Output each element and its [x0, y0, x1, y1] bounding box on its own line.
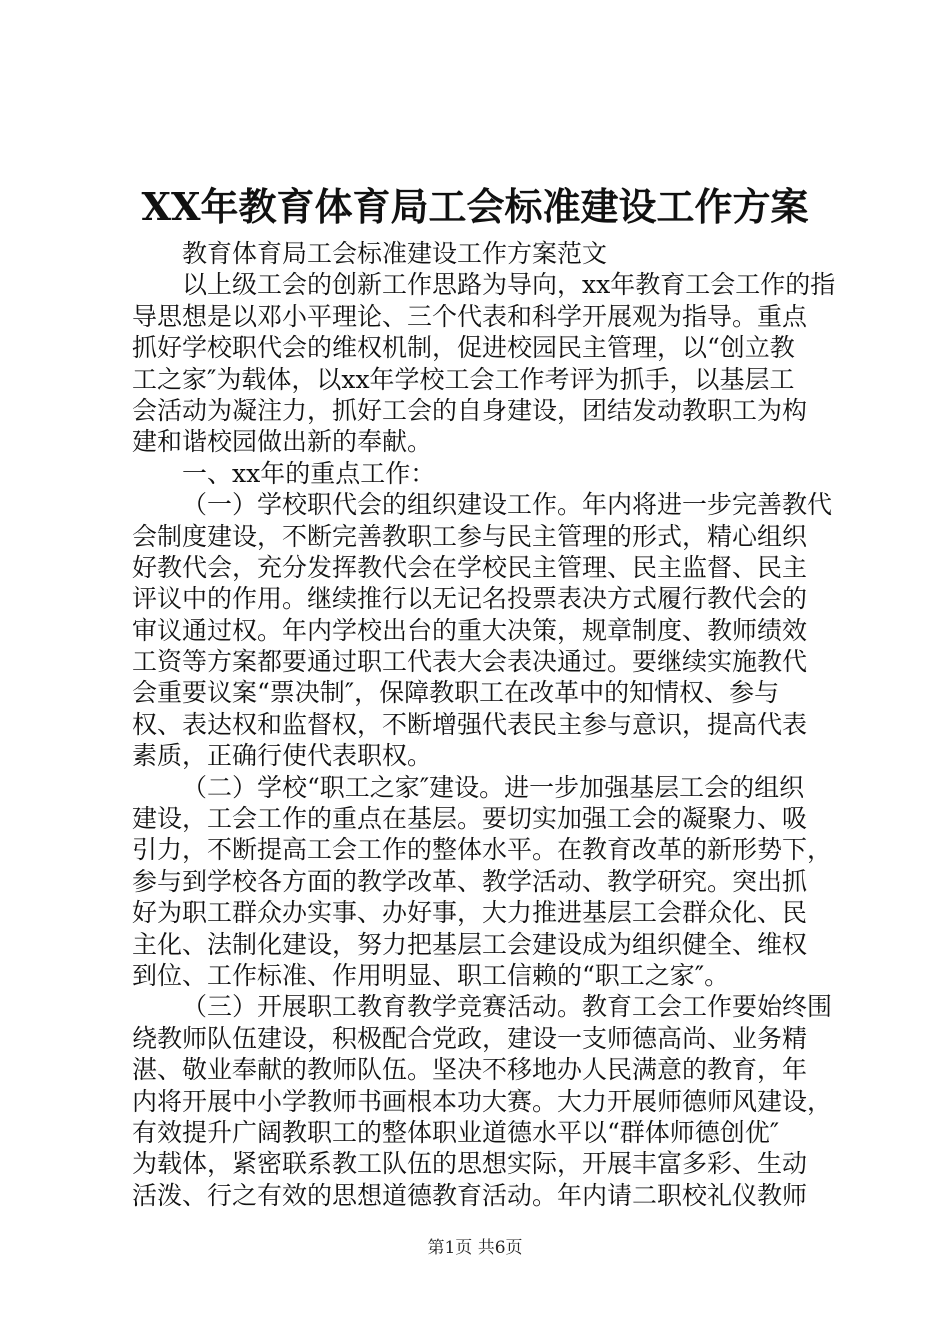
document-body	[132, 238, 836, 1211]
paragraph-line: 到位、工作标准、作用明显、职工信赖的“职工之家″。	[132, 960, 730, 990]
paragraph-line: 湛、敬业奉献的教师队伍。坚决不移地办人民满意的教育，年	[132, 1055, 808, 1085]
paragraph-line: 会活动为凝注力，抓好工会的自身建设，团结发动教职工为构	[132, 395, 808, 425]
paragraph-line: 建设，工会工作的重点在基层。要切实加强工会的凝聚力、吸	[132, 804, 808, 834]
paragraph-line: （二）学校“职工之家″建设。进一步加强基层工会的组织	[182, 772, 805, 802]
paragraph-line: 主化、法制化建设，努力把基层工会建设成为组织健全、维权	[132, 929, 808, 959]
paragraph-line: 好教代会，充分发挥教代会在学校民主管理、民主监督、民主	[132, 552, 808, 582]
paragraph-line: 活泼、行之有效的思想道德教育活动。年内请二职校礼仪教师	[132, 1180, 808, 1210]
document-title: XX年教育体育局工会标准建设工作方案	[141, 184, 809, 229]
paragraph-line: 以上级工会的创新工作思路为导向，xx年教育工会工作的指	[182, 270, 836, 300]
section-heading: 一、xx年的重点工作：	[182, 458, 436, 488]
paragraph-line: 工之家″为载体，以xx年学校工会工作考评为抓手，以基层工	[132, 364, 795, 394]
paragraph-line: 抓好学校职代会的维权机制，促进校园民主管理，以“创立教	[132, 333, 795, 363]
paragraph-line: 内将开展中小学教师书画根本功大赛。大力开展师德师风建设，	[132, 1086, 833, 1116]
paragraph-line: 评议中的作用。继续推行以无记名投票表决方式履行教代会的	[132, 584, 808, 614]
paragraph-line: 会制度建设，不断完善教职工参与民主管理的形式，精心组织	[132, 521, 808, 551]
subtitle-line: 教育体育局工会标准建设工作方案范文	[182, 239, 608, 268]
paragraph-line: 建和谐校园做出新的奉献。	[132, 427, 433, 457]
paragraph-line: 权、表达权和监督权，不断增强代表民主参与意识，提高代表	[132, 709, 808, 739]
paragraph-line: 引力，不断提高工会工作的整体水平。在教育改革的新形势下，	[132, 835, 833, 865]
paragraph-line: 为载体，紧密联系教工队伍的思想实际，开展丰富多彩、生动	[132, 1149, 808, 1179]
paragraph-line: 素质，正确行使代表职权。	[132, 741, 433, 771]
paragraph-line: 会重要议案“票决制″，保障教职工在改革中的知情权、参与	[132, 678, 780, 708]
paragraph-line: （一）学校职代会的组织建设工作。年内将进一步完善教代	[182, 490, 833, 520]
paragraph-line: （三）开展职工教育教学竞赛活动。教育工会工作要始终围	[182, 992, 833, 1022]
paragraph-line: 有效提升广阔教职工的整体职业道德水平以“群体师德创优″	[132, 1117, 780, 1147]
paragraph-line: 审议通过权。年内学校出台的重大决策，规章制度、教师绩效	[132, 615, 808, 645]
paragraph-line: 工资等方案都要通过职工代表大会表决通过。要继续实施教代	[132, 647, 808, 677]
paragraph-line: 好为职工群众办实事、办好事，大力推进基层工会群众化、民	[132, 898, 808, 928]
paragraph-line: 绕教师队伍建设，积极配合党政，建设一支师德高尚、业务精	[132, 1023, 808, 1053]
paragraph-line: 参与到学校各方面的教学改革、教学活动、教学研究。突出抓	[132, 866, 808, 896]
paragraph-line: 导思想是以邓小平理论、三个代表和科学开展观为指导。重点	[132, 301, 808, 331]
page-number: 第1页 共6页	[427, 1238, 523, 1258]
